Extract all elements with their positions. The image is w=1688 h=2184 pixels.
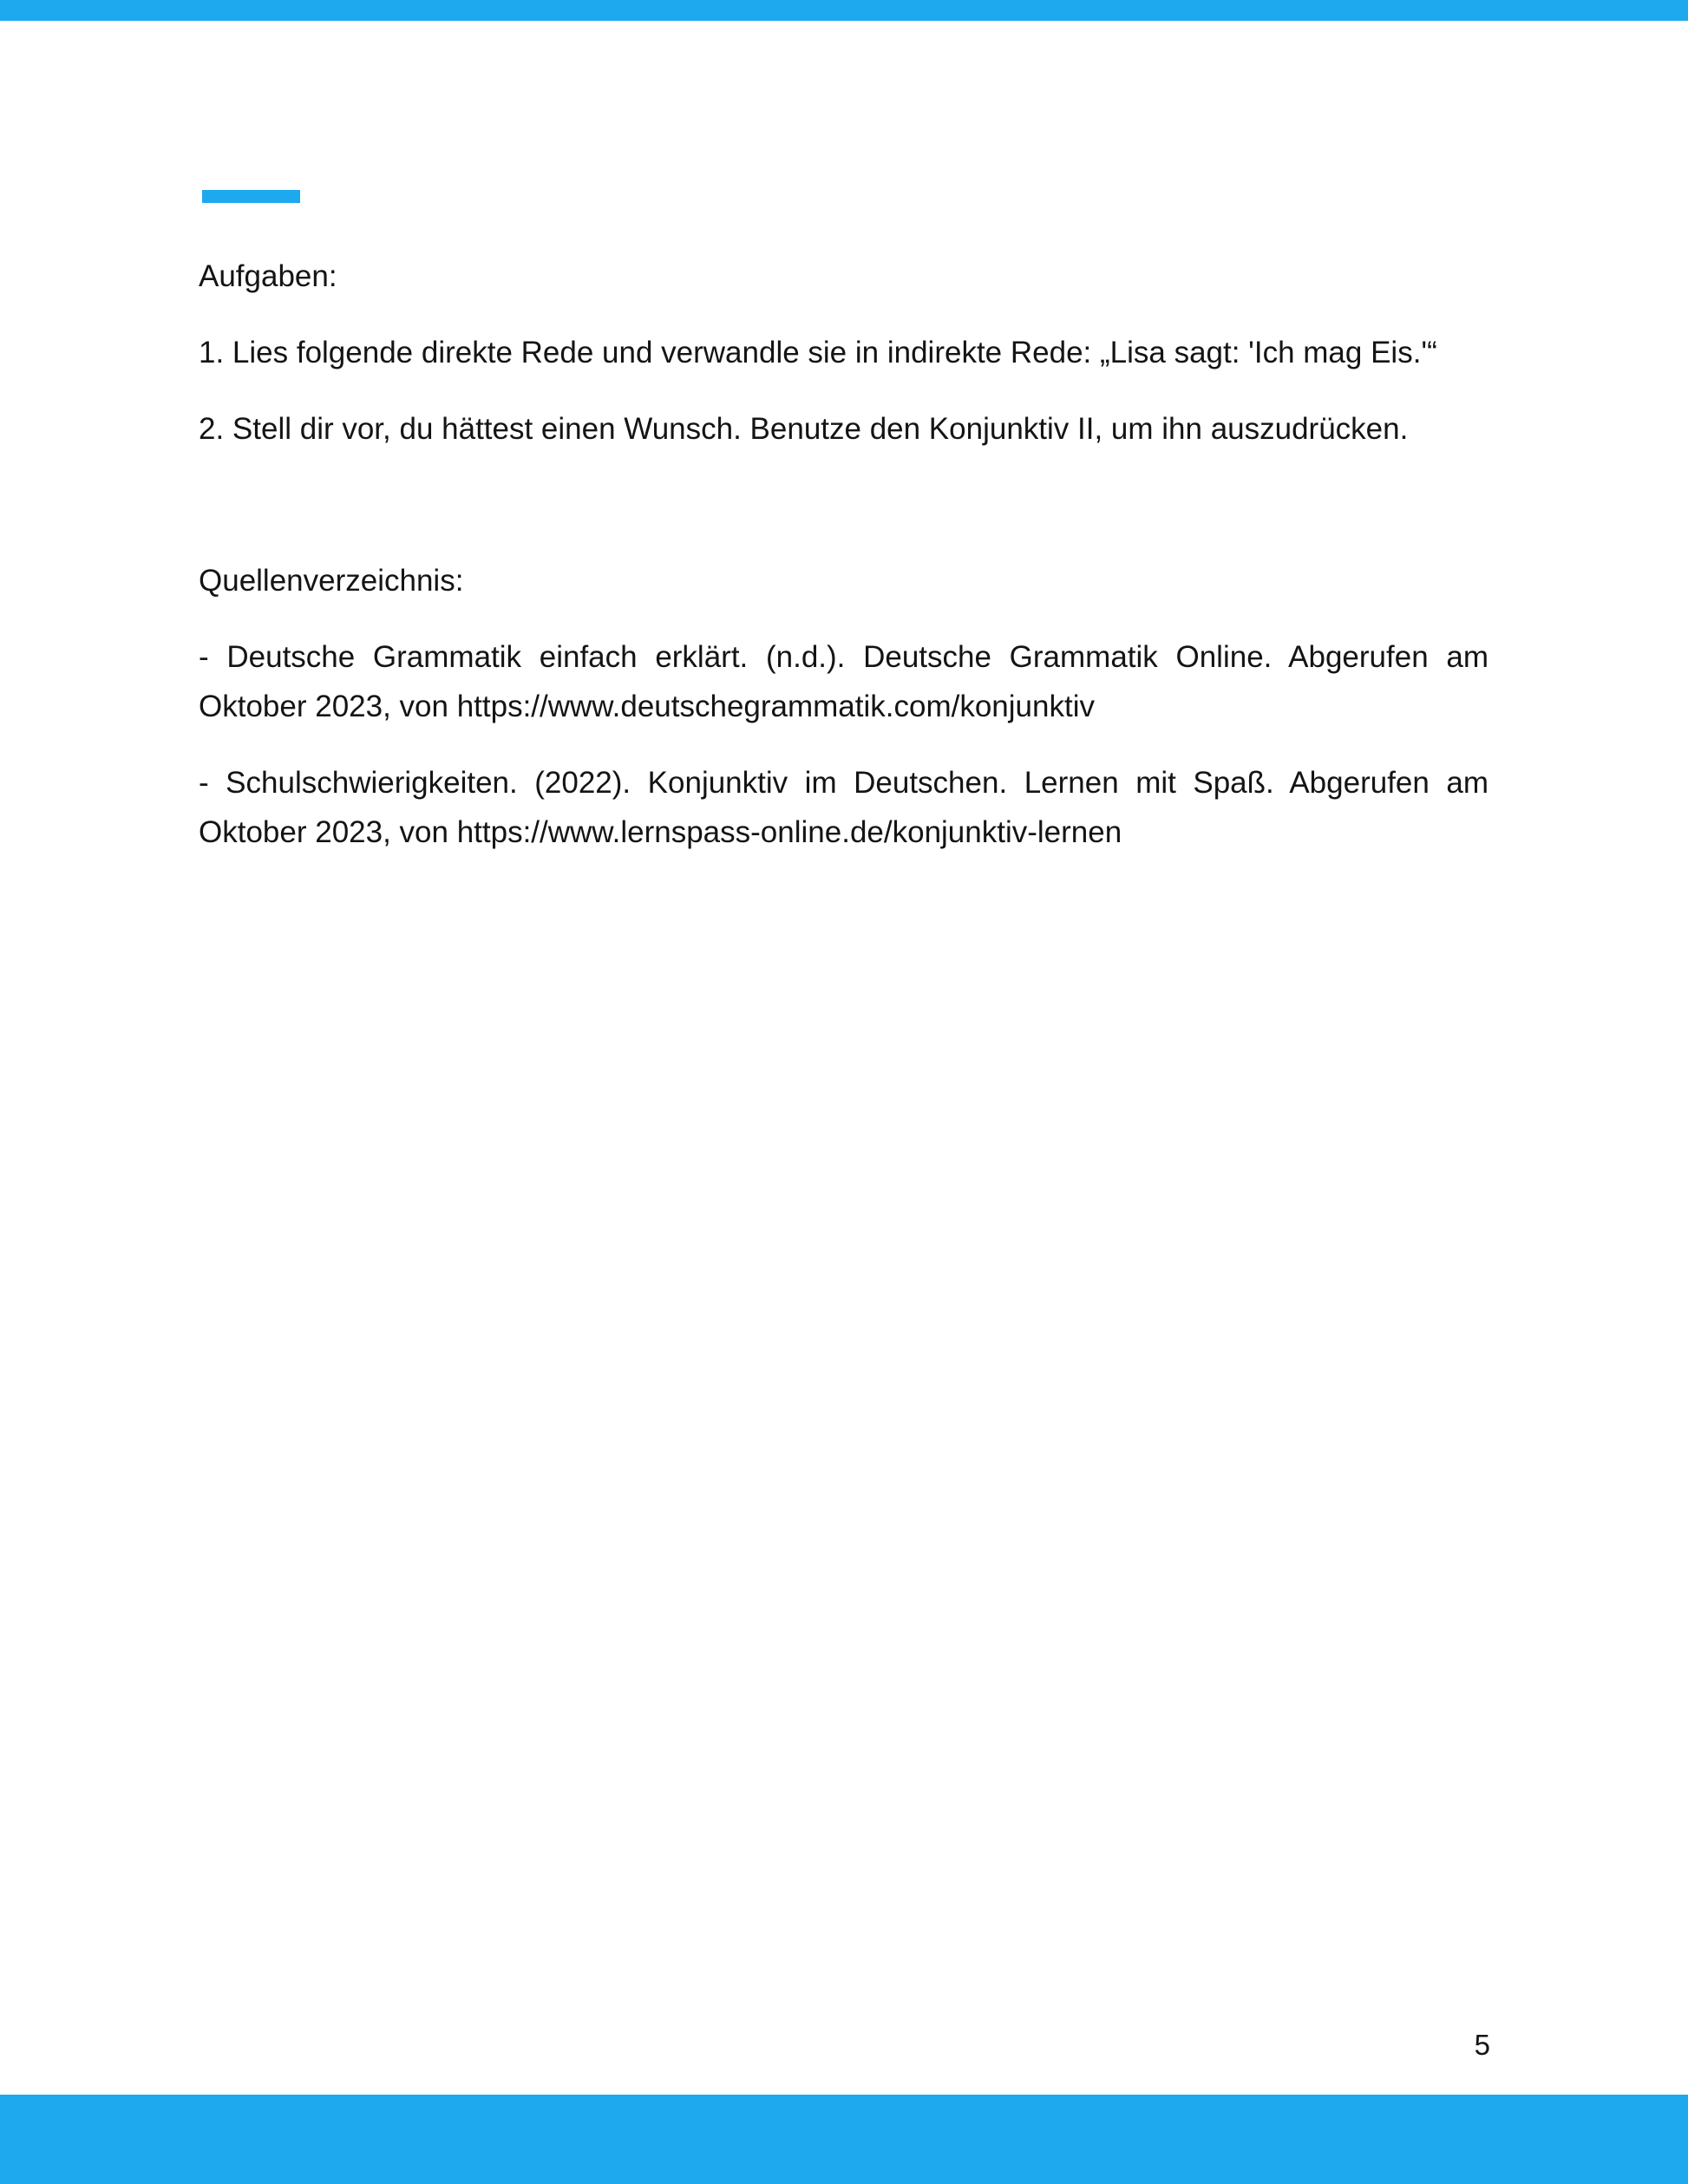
task-item-2: 2. Stell dir vor, du hättest einen Wunsch. Benutze den Konjunktiv II, um ihn auszudrücken.: [199, 412, 1409, 446]
page-number: 5: [1474, 2029, 1490, 2061]
page-content: [199, 252, 1488, 857]
spacer: [199, 731, 1488, 758]
task-item-1: 1. Lies folgende direkte Rede und verwandle sie in indirekte Rede: „Lisa sagt: 'Ich mag Eis.'“: [199, 336, 1437, 369]
spacer: [199, 301, 1488, 328]
footer-color-bar: [0, 2095, 1688, 2184]
sources-heading: Quellenverzeichnis:: [199, 564, 464, 598]
section-accent-rule: [202, 190, 300, 203]
header-color-bar: [0, 0, 1688, 21]
spacer: [199, 605, 1488, 632]
tasks-heading: Aufgaben:: [199, 259, 337, 293]
source-item-2: - Schulschwierigkeiten. (2022). Konjunktiv im Deutschen. Lernen mit Spaß. Abgerufen am Oktober 2023, von https://www.lernspass-online.de/konjunktiv-lernen: [199, 766, 1488, 849]
spacer: [199, 377, 1488, 404]
source-item-1: - Deutsche Grammatik einfach erklärt. (n.d.). Deutsche Grammatik Online. Abgerufen am Oktober 2023, von https://www.deutschegrammatik.com/konjunktiv: [199, 640, 1488, 723]
section-spacer: [199, 454, 1488, 556]
